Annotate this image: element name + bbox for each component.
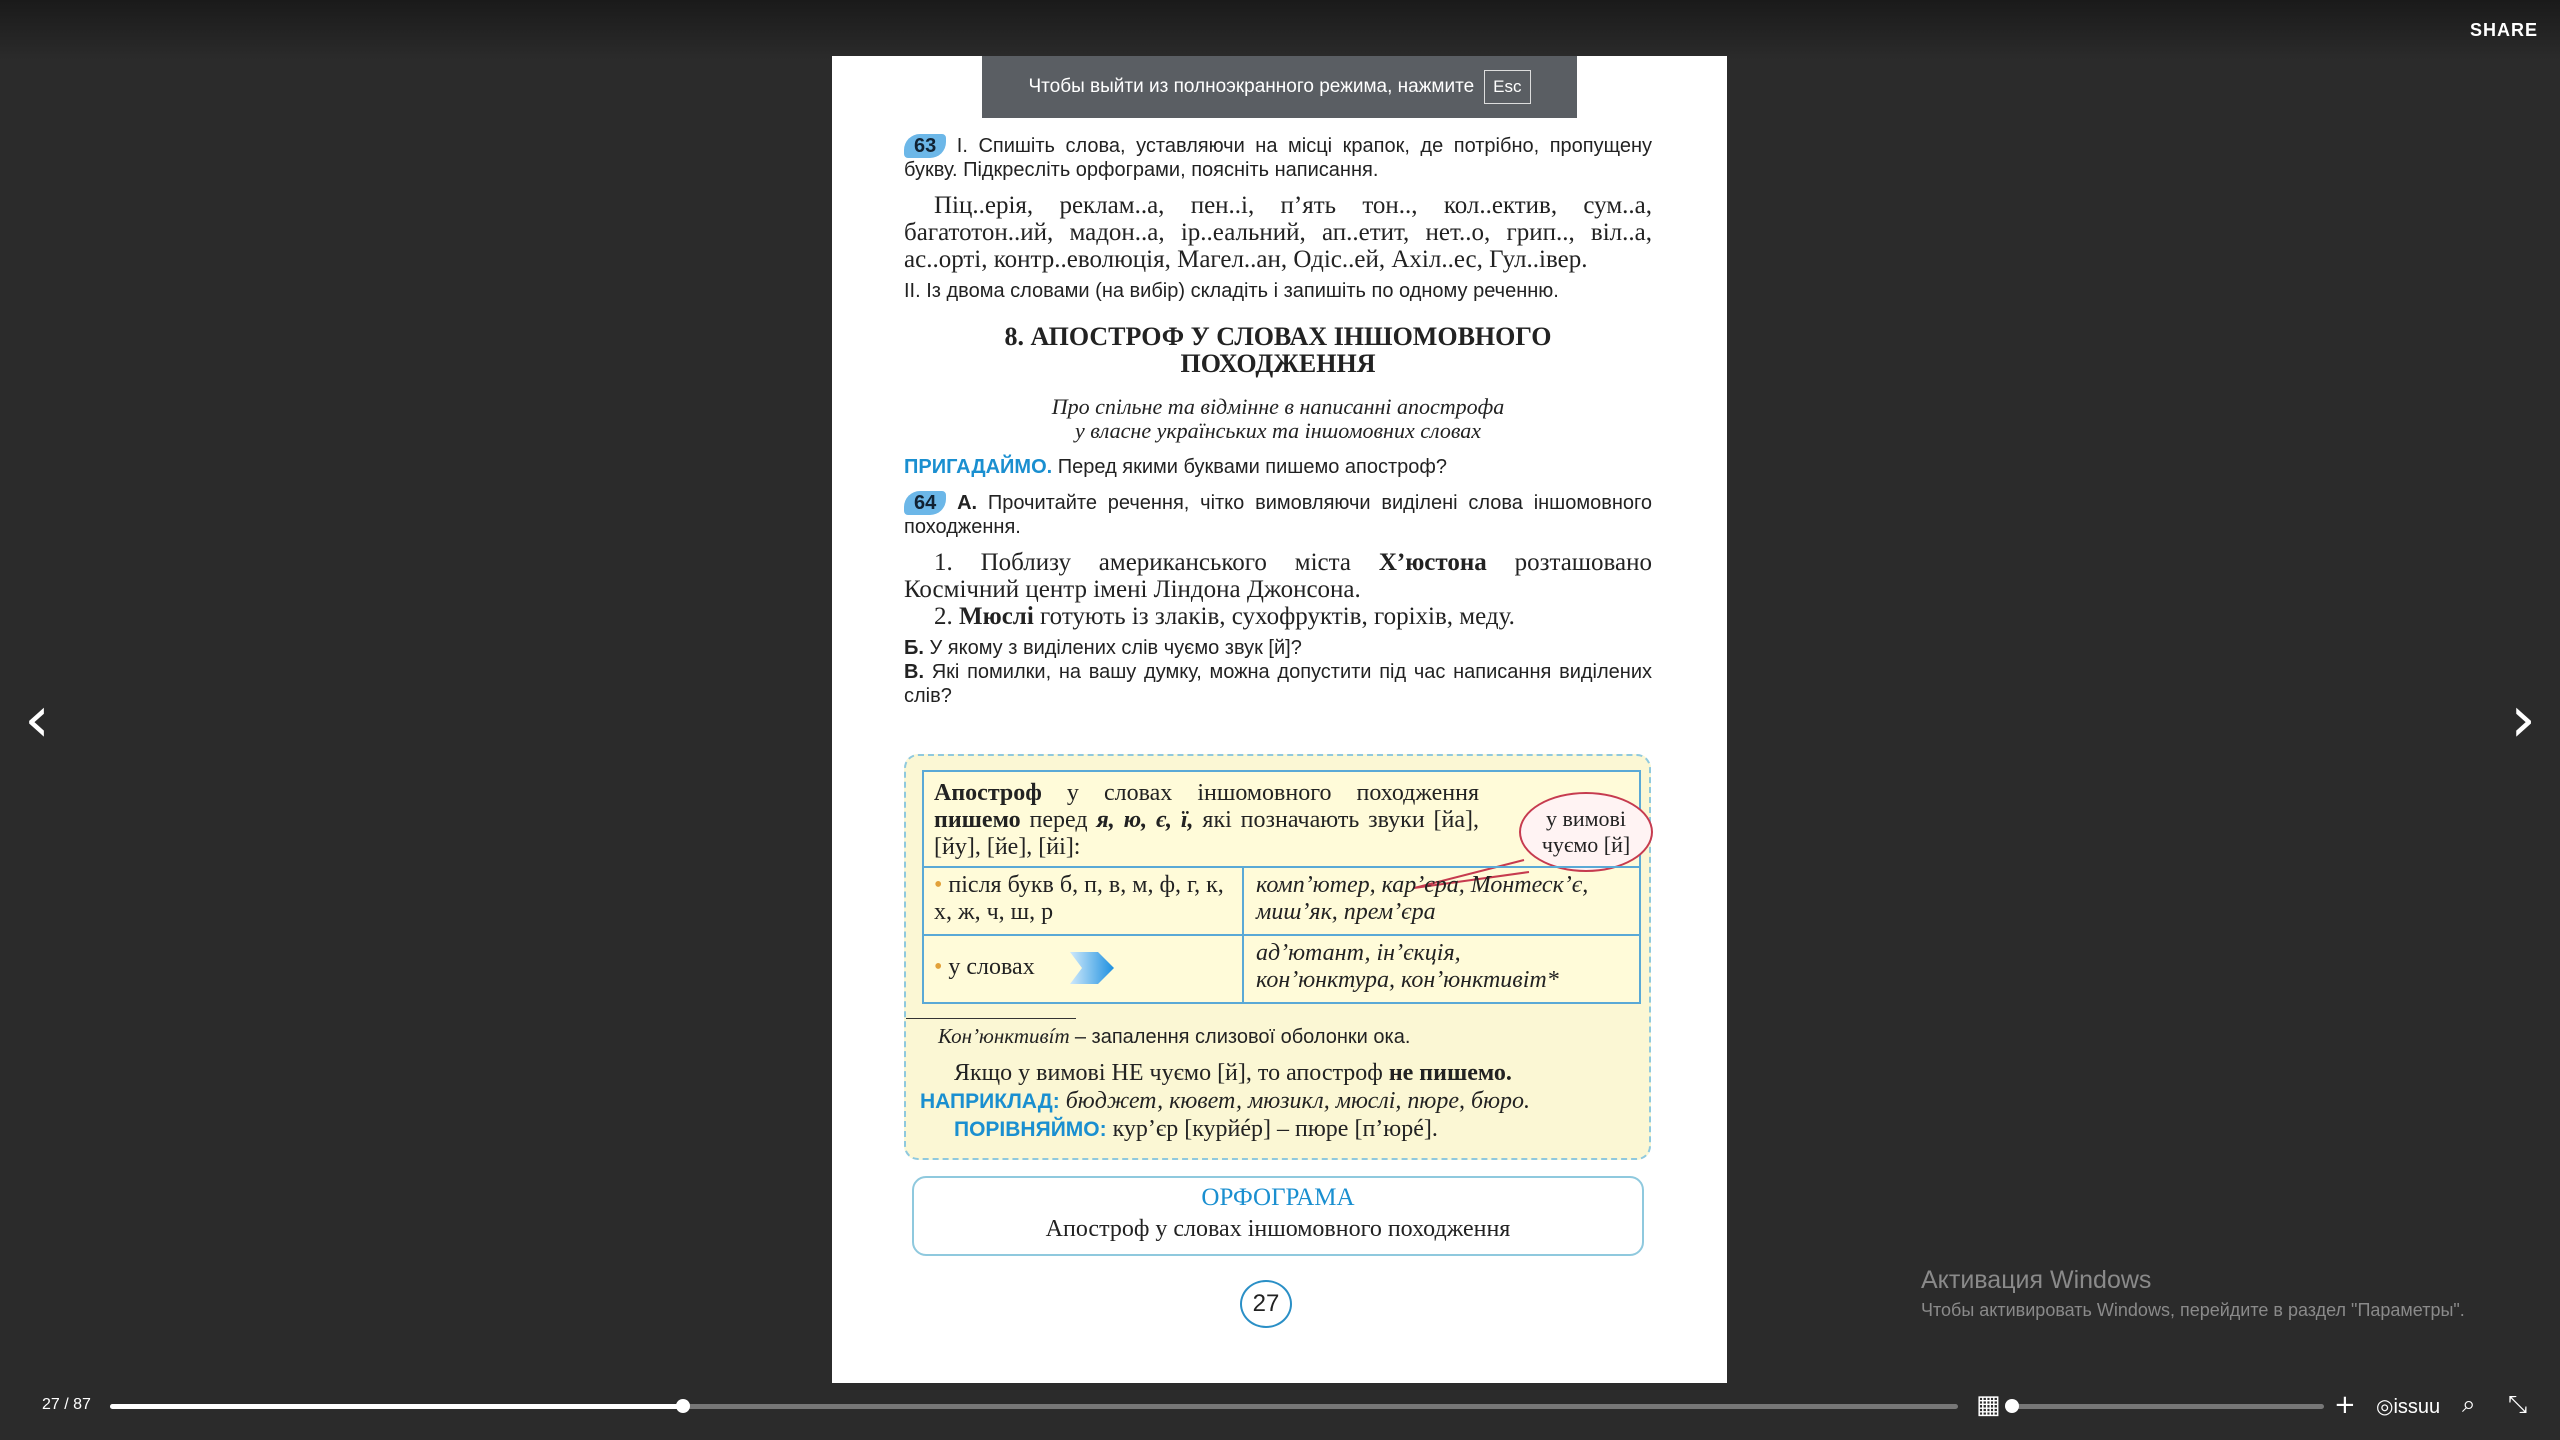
section-heading: 8. АПОСТРОФ У СЛОВАХ ІНШОМОВНОГО ПОХОДЖЕННЯ	[1004, 322, 1552, 378]
page-progress-handle[interactable]	[676, 1399, 690, 1413]
rule-table	[922, 770, 1641, 1004]
rule-box	[904, 754, 1651, 1160]
page-progress-fill	[110, 1404, 683, 1409]
row1-left: • після букв б, п, в, м, ф, г, к, х, ж, ч, ш, р	[934, 872, 1224, 925]
exercise-63-task: 63 І. Спишіть слова, уставляючи на місці крапок, де потрібно, пропущену букву. Підкресліть орфограми, поясніть написання.	[904, 135, 1653, 181]
fullscreen-notice-text: Чтобы выйти из полноэкранного режима, нажмите	[1028, 76, 1475, 97]
example-line: НАПРИКЛАД: бюджет, кювет, мюзикл, мюслі, пюре, бюро.	[920, 1088, 1530, 1114]
next-page-arrow-icon[interactable]: ›	[2510, 683, 2536, 757]
exercise-63-task2: ІІ. Із двома словами (на вибір) складіть і запишіть по одному реченню.	[904, 280, 1559, 302]
exercise-64-task: 64 А. Прочитайте речення, чітко вимовляючи виділені слова іншомовного походження.	[904, 492, 1652, 538]
compare-line: ПОРІВНЯЙМО: кур’єр [курйéр] – пюре [п’юрé].	[954, 1116, 1438, 1142]
speech-bubble: у вимові чуємо [й]	[1519, 792, 1653, 872]
table-divider	[924, 934, 1639, 936]
page-number: 27	[1240, 1280, 1292, 1328]
question-b: Б. У якому з виділених слів чуємо звук [й]?	[904, 637, 1302, 659]
issuu-logo[interactable]: ◎issuu	[2376, 1396, 2441, 1418]
zoom-slider[interactable]	[2012, 1404, 2324, 1409]
exercise-63-words: Піц..ерія, реклам..а, пен..і, п’ять тон.., кол..ектив, сум..а, багатотон..ий, мадон..а, ір..еальний, ап..етит, нет..о, грип.., віл..а, ас..орті, контр..еволюція, Магел..ан, Одіс..ей, Ахіл..ес, Гул..івер.	[904, 192, 1652, 273]
sentence-1: 1. Поблизу американського міста Х’юстона розташовано Космічний центр імені Ліндона Джонсона.	[904, 549, 1652, 603]
no-apostrophe-rule: Якщо у вимові НЕ чуємо [й], то апостроф не пишемо.	[954, 1060, 1512, 1086]
exercise-number: 64	[904, 491, 946, 515]
orthogram-title: ОРФОГРАМА	[1201, 1184, 1355, 1211]
remember-line: ПРИГАДАЙМО. Перед якими буквами пишемо апостроф?	[904, 456, 1447, 478]
zoom-in-plus-icon[interactable]: +	[2334, 1390, 2356, 1420]
top-bar	[0, 0, 2560, 60]
exercise-number: 63	[904, 134, 946, 158]
prev-page-arrow-icon[interactable]: ‹	[24, 683, 50, 757]
arrow-right-icon	[1070, 948, 1116, 988]
question-v: В. Які помилки, на вашу думку, можна допустити під час написання виділених слів?	[904, 661, 1652, 707]
exit-fullscreen-icon[interactable]: ⤡	[2508, 1390, 2528, 1418]
sentence-2: 2. Мюслі готують із злаків, сухофруктів, горіхів, меду.	[934, 603, 1515, 630]
esc-key-label: Esc	[1484, 70, 1530, 104]
page-content	[904, 128, 1652, 708]
page-counter: 27 / 87	[42, 1396, 91, 1413]
row2-right: ад’ютант, ін’єкція, кон’юнктура, кон’юнктивіт*	[1256, 940, 1559, 993]
zoom-handle[interactable]	[2005, 1399, 2019, 1413]
section-subtitle: Про спільне та відмінне в написанні апострофа у власне українських та іншомовних словах	[1051, 394, 1505, 443]
rule-text: Апостроф у словах іншомовного походження пишемо перед я, ю, є, ї, які позначають звуки [йа], [йу], [йе], [йі]:	[934, 780, 1480, 860]
fullscreen-exit-notice	[982, 56, 1577, 118]
page-progress-slider[interactable]	[110, 1404, 1958, 1409]
table-divider	[924, 866, 1639, 868]
windows-activation-title: Активация Windows	[1921, 1266, 2152, 1294]
row2-left: • у словах	[934, 954, 1035, 980]
row1-right: комп’ютер, кар’єра, Монтеск’є, миш’як, прем’єра	[1256, 872, 1589, 925]
table-divider	[1242, 866, 1244, 1002]
orthogram-box	[912, 1176, 1644, 1256]
zoom-magnifier-icon[interactable]: ⌕	[2462, 1390, 2476, 1418]
orthogram-text: Апостроф у словах іншомовного походження	[1045, 1216, 1511, 1242]
footnote-rule	[906, 1018, 1076, 1019]
footnote: Кон’юнктивíт – запалення слизової оболонки ока.	[938, 1024, 1411, 1048]
grid-view-icon[interactable]: ▦	[1976, 1390, 2001, 1420]
windows-activation-text: Чтобы активировать Windows, перейдите в раздел "Параметры".	[1921, 1300, 2465, 1320]
bottom-bar	[0, 1380, 2560, 1440]
share-button[interactable]: SHARE	[2469, 20, 2538, 40]
